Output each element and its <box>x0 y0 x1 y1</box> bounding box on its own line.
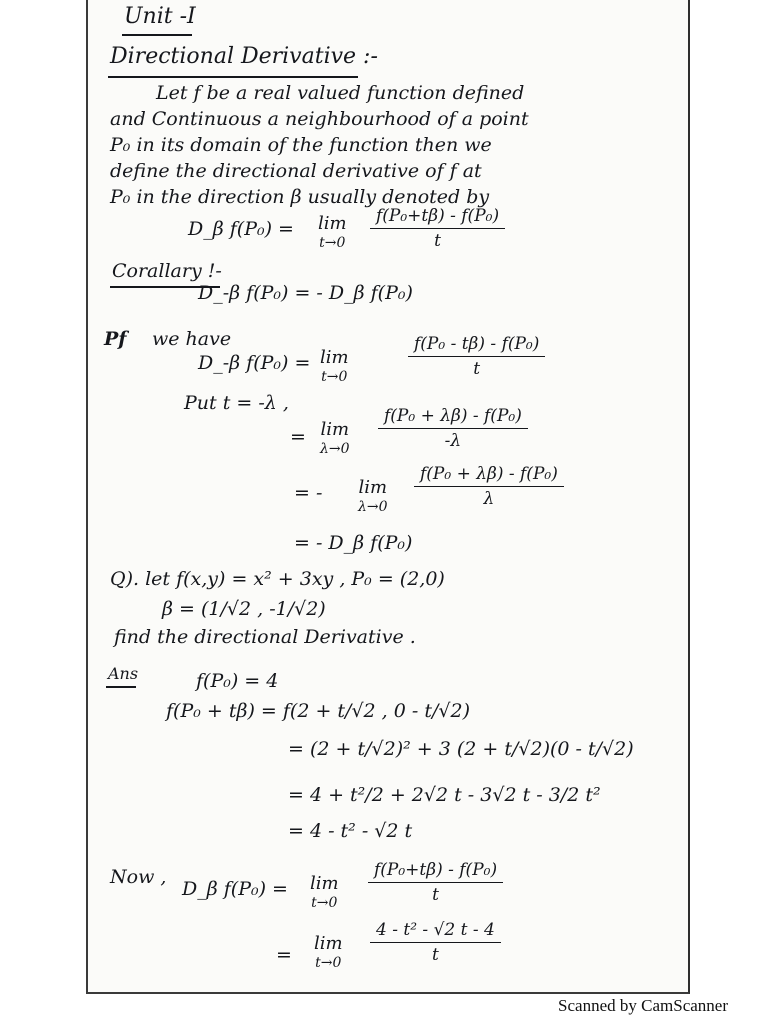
proof-result: = - D_β f(P₀) <box>294 532 413 554</box>
definition-line: P₀ in its domain of the function then we <box>110 134 492 156</box>
answer-label: Ans <box>108 664 139 683</box>
answer-derivative-lhs: D_β f(P₀) = <box>182 878 288 900</box>
answer-limit: lim t→0 <box>310 873 339 911</box>
definition-line: and Continuous a neighbourhood of a point <box>110 108 529 130</box>
proof-eq: = <box>290 426 306 448</box>
proof-step1-fraction: $\frac{\text{f(P₀ - tβ) - f(P₀)}}{t}$ <box>408 334 545 379</box>
answer-limit-final: lim t→0 <box>314 933 343 971</box>
proof-step3-fraction: $\frac{\text{f(P₀ + λβ) - f(P₀)}}{\lambda}$ <box>414 464 564 509</box>
question-line: β = (1/√2 , -1/√2) <box>162 598 326 620</box>
corollary-title: Corallary !- <box>112 260 222 282</box>
answer-line: = 4 + t²/2 + 2√2 t - 3√2 t - 3/2 t² <box>288 784 601 806</box>
def-formula-limit: lim t→0 <box>318 213 347 251</box>
proof-step1-limit: lim t→0 <box>320 347 349 385</box>
corollary-statement: D_-β f(P₀) = - D_β f(P₀) <box>198 282 413 304</box>
answer-fraction: $\frac{\text{f(P₀+tβ) - f(P₀)}}{t}$ <box>368 860 503 905</box>
notebook-page <box>86 0 690 994</box>
heading-underline <box>122 34 192 36</box>
proof-substitution: Put t = -λ , <box>184 392 289 414</box>
section-title-underline <box>108 76 358 78</box>
definition-line: Let f be a real valued function defined <box>156 82 525 104</box>
proof-step2-limit: lim λ→0 <box>320 419 350 457</box>
answer-line: f(P₀) = 4 <box>196 670 279 692</box>
proof-we-have: we have <box>152 328 232 350</box>
definition-line: define the directional derivative of f at <box>110 160 482 182</box>
unit-heading: Unit -I <box>124 4 196 29</box>
answer-now: Now , <box>110 866 167 888</box>
proof-step3-limit: lim λ→0 <box>358 477 388 515</box>
def-formula-lhs: D_β f(P₀) = <box>188 218 294 240</box>
scanner-watermark: Scanned by CamScanner <box>558 996 728 1015</box>
answer-fraction-final: $\frac{\text{4 - t² - √2 t - 4}}{t}$ <box>370 920 501 965</box>
question-line: find the directional Derivative . <box>114 626 416 648</box>
answer-label-underline <box>106 686 136 688</box>
answer-line: = (2 + t/√2)² + 3 (2 + t/√2)(0 - t/√2) <box>288 738 634 760</box>
proof-label: Pf <box>104 328 127 350</box>
proof-neg-eq: = - <box>294 482 323 504</box>
answer-eq: = <box>276 944 292 966</box>
section-title: Directional Derivative :- <box>110 44 378 69</box>
definition-line: P₀ in the direction β usually denoted by <box>110 186 490 208</box>
def-formula-fraction: $\frac{\text{f(P₀+tβ) - f(P₀)}}{t}$ <box>370 206 505 251</box>
proof-step2-fraction: $\frac{\text{f(P₀ + λβ) - f(P₀)}}{-\lambda}$ <box>378 406 528 451</box>
answer-line: = 4 - t² - √2 t <box>288 820 413 842</box>
question-line: Q). let f(x,y) = x² + 3xy , P₀ = (2,0) <box>110 568 445 590</box>
proof-step1-lhs: D_-β f(P₀) = <box>198 352 311 374</box>
answer-line: f(P₀ + tβ) = f(2 + t/√2 , 0 - t/√2) <box>166 700 470 722</box>
